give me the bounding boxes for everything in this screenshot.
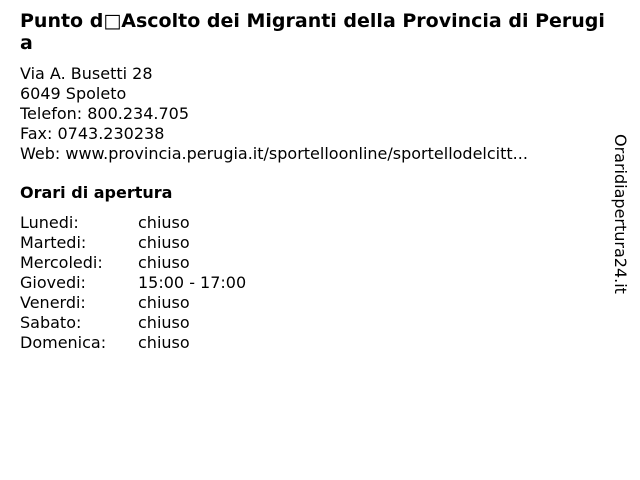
day-label-saturday: Sabato: [20,313,82,332]
hours-value-sunday: chiuso [138,333,190,352]
day-label-thursday: Giovedi: [20,273,86,292]
day-label-wednesday: Mercoledi: [20,253,103,272]
hours-value-saturday: chiuso [138,313,190,332]
street-address: Via A. Busetti 28 [20,64,153,83]
site-brand-vertical[interactable]: Oraridiapertura24.it [611,134,630,294]
hours-value-thursday: 15:00 - 17:00 [138,273,247,292]
day-label-tuesday: Martedi: [20,233,87,252]
phone-line: Telefon: 800.234.705 [20,104,190,123]
hours-value-tuesday: chiuso [138,233,190,252]
day-label-friday: Venerdi: [20,293,86,312]
hours-value-friday: chiuso [138,293,190,312]
web-link[interactable]: Web: www.provincia.perugia.it/sportelloonline/sportellodelcitt... [20,144,528,163]
fax-line: Fax: 0743.230238 [20,124,165,143]
hours-value-wednesday: chiuso [138,253,190,272]
address-block [20,64,610,164]
place-title: Punto d□Ascolto dei Migranti della Provincia di Perugia [20,10,605,54]
hours-value-monday: chiuso [138,213,190,232]
day-label-sunday: Domenica: [20,333,107,352]
opening-hours-table [20,213,610,353]
opening-hours-heading: Orari di apertura [20,183,173,202]
day-label-monday: Lunedi: [20,213,79,232]
place-card [20,10,610,353]
city-line: 6049 Spoleto [20,84,127,103]
